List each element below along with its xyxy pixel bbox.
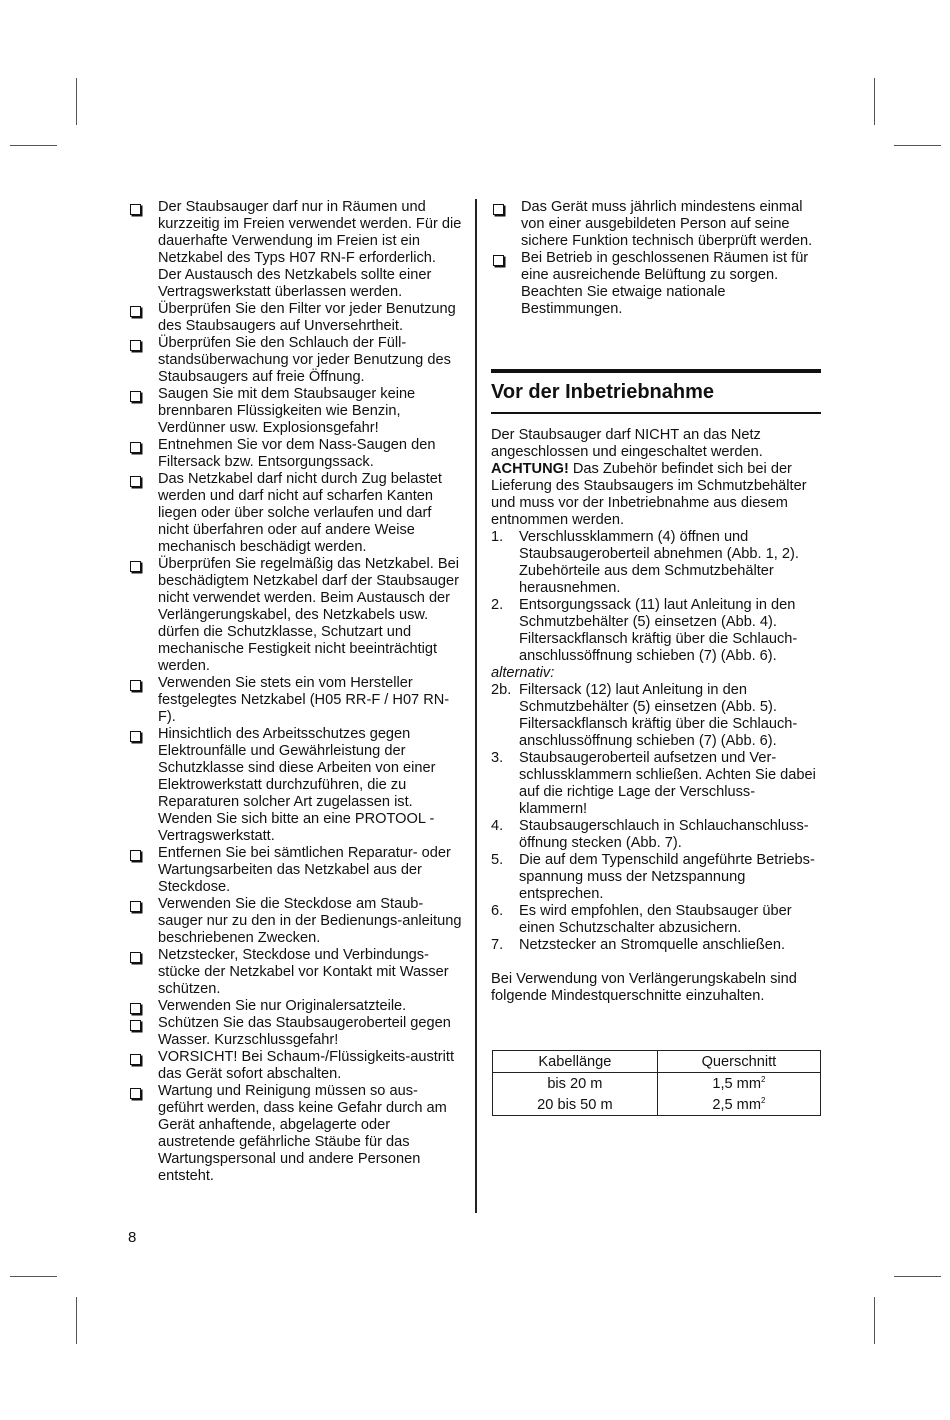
checkbox-icon (130, 680, 141, 691)
list-item (128, 437, 462, 471)
checkbox-icon (130, 731, 141, 742)
list-item (128, 1083, 462, 1185)
list-item (128, 471, 462, 556)
checkbox-icon (130, 1003, 141, 1014)
list-item (128, 386, 462, 437)
list-item (128, 845, 462, 896)
step-text: Es wird empfohlen, den Staubsauger über einen Schutzschalter abzusichern. (519, 903, 792, 936)
step-number: 1. (491, 529, 504, 545)
checkbox-icon (130, 391, 141, 402)
list-item-text: Das Netzkabel darf nicht durch Zug belastet werden und darf nicht auf scharfen Kanten liegen oder über solche verlaufen und darf nicht überfahren oder auf andere Weise mechanisch beschädigt werden. (158, 471, 442, 555)
checkbox-icon (130, 952, 141, 963)
heading-rule-bottom (491, 412, 821, 414)
page-number: 8 (128, 1229, 137, 1246)
checkbox-icon (130, 1054, 141, 1065)
step-text: Staubsaugerschlauch in Schlauchanschluss-öffnung stecken (Abb. 7). (519, 818, 809, 851)
checkbox-icon (130, 204, 141, 215)
step-item (491, 529, 821, 597)
list-item-text: Verwenden Sie stets ein vom Hersteller festgelegtes Netzkabel (H05 RR-F / H07 RN-F). (158, 675, 450, 725)
warning-label: ACHTUNG! (491, 461, 569, 477)
step-text: Verschlussklammern (4) öffnen und Staubsaugeroberteil abnehmen (Abb. 1, 2). Zubehörteile aus dem Schmutzbehälter herausnehmen. (519, 529, 799, 596)
list-item (128, 947, 462, 998)
crop-mark (894, 1276, 941, 1277)
safety-instructions-list (128, 199, 462, 1185)
crop-mark (10, 145, 57, 146)
crop-mark (874, 78, 875, 125)
list-item-text: VORSICHT! Bei Schaum-/Flüssigkeits-austritt das Gerät sofort abschalten. (158, 1049, 455, 1082)
checkbox-icon (130, 850, 141, 861)
crop-mark (76, 1297, 77, 1344)
step-item (491, 597, 821, 665)
list-item (128, 199, 462, 301)
list-item-text: Verwenden Sie nur Originalersatzteile. (158, 998, 407, 1014)
step-number: 6. (491, 903, 504, 919)
checkbox-icon (130, 901, 141, 912)
table-header-row (493, 1051, 821, 1073)
column-divider (475, 199, 477, 1213)
list-item-text: Das Gerät muss jährlich mindestens einmal von einer ausgebildeten Person auf seine sichere Funktion technisch überprüft werden. (521, 199, 813, 249)
step-item (491, 750, 821, 818)
list-item (128, 896, 462, 947)
list-item-text: Wartung und Reinigung müssen so aus-geführt werden, dass keine Gefahr durch am Gerät anhaftende, abgelagerte oder austretende gefährliche Stäube für das Wartungspersonal und andere Personen entsteht. (158, 1083, 447, 1184)
crop-mark (10, 1276, 57, 1277)
list-item-text: Schützen Sie das Staubsaugeroberteil gegen Wasser. Kurzschlussgefahr! (158, 1015, 451, 1048)
checkbox-icon (130, 442, 141, 453)
crop-mark (76, 78, 77, 125)
list-item (128, 1049, 462, 1083)
list-item (491, 199, 821, 250)
step-text: Netzstecker an Stromquelle anschließen. (519, 937, 786, 953)
table-header: Kabellänge (493, 1051, 658, 1073)
step-text: Staubsaugeroberteil aufsetzen und Ver-schlussklammern schließen. Achten Sie dabei auf die richtige Lage der Verschluss-klammern! (519, 750, 816, 817)
list-item (128, 1015, 462, 1049)
table-cell-cross-section: 1,5 $mm^2$ (657, 1073, 820, 1095)
list-item (128, 998, 462, 1015)
left-column (128, 199, 462, 1185)
step-item (491, 852, 821, 903)
crop-mark (874, 1297, 875, 1344)
step-number: 2. (491, 597, 504, 613)
table-cell-cross-section: 2,5 $mm^2$ (657, 1094, 820, 1116)
right-column (491, 199, 821, 318)
table-row (493, 1073, 821, 1095)
list-item-text: Verwenden Sie die Steckdose am Staub-sauger nur zu den in der Bedienungs-anleitung beschriebenen Zwecken. (158, 896, 462, 946)
intro-text: Der Staubsauger darf NICHT an das Netz angeschlossen und eingeschaltet werden. ACHTUNG! Das Zubehör befindet sich bei der Lieferung des Staubsaugers im Schmutzbehälter und muss vor der Inbetriebnahme aus diesem entnommen werden. (491, 427, 807, 528)
extension-cable-note: Bei Verwendung von Verlängerungskabeln sind folgende Mindestquerschnitte einzuhalten. (491, 971, 797, 1004)
step-item (491, 682, 821, 750)
step-item (491, 818, 821, 852)
list-item (128, 726, 462, 845)
maintenance-list (491, 199, 821, 318)
setup-instructions (491, 427, 821, 1005)
list-item-text: Hinsichtlich des Arbeitsschutzes gegen Elektrounfälle und Gewährleistung der Schutzklasse sind diese Arbeiten von einer Elektrowerkstatt durchzuführen, die zu Reparaturen solcher Art zugelassen ist. Wenden Sie sich bitte an eine PROTOOL - Vertragswerkstatt. (158, 726, 436, 844)
list-item-text: Überprüfen Sie regelmäßig das Netzkabel. Bei beschädigtem Netzkabel darf der Staubsauger nicht verwendet werden. Beim Austausch der Verlängerungskabel, des Netzkabels usw. dürfen die Schutzklasse, Schutzart und mechanische Festigkeit nicht beeinträchtigt werden. (158, 556, 459, 674)
checkbox-icon (130, 340, 141, 351)
table-cell-length: 20 bis 50 m (493, 1094, 658, 1116)
step-item (491, 937, 821, 954)
step-number: 7. (491, 937, 504, 953)
list-item-text: Überprüfen Sie den Schlauch der Füll-standsüberwachung vor jeder Benutzung des Staubsaugers auf freie Öffnung. (158, 335, 451, 385)
list-item (128, 675, 462, 726)
checkbox-icon (130, 1088, 141, 1099)
alternativ-label: alternativ: (491, 665, 555, 681)
crop-mark (894, 145, 941, 146)
list-item-text: Der Staubsauger darf nur in Räumen und kurzzeitig im Freien verwendet werden. Für die dauerhafte Verwendung im Freien ist ein Netzkabel des Typs H07 RN-F erforderlich. Der Austausch des Netzkabels sollte einer Vertragswerkstatt überlassen werden. (158, 199, 462, 300)
checkbox-icon (493, 255, 504, 266)
cable-table (492, 1050, 821, 1116)
checkbox-icon (130, 306, 141, 317)
step-item (491, 903, 821, 937)
step-number: 5. (491, 852, 504, 868)
list-item-text: Bei Betrieb in geschlossenen Räumen ist für eine ausreichende Belüftung zu sorgen. Beachten Sie etwaige nationale Bestimmungen. (521, 250, 809, 317)
step-text: Filtersack (12) laut Anleitung in den Schmutzbehälter (5) einsetzen (Abb. 5). Filtersackflansch kräftig über die Schlauch-anschlussöffnung schieben (7) (Abb. 6). (519, 682, 798, 749)
list-item-text: Überprüfen Sie den Filter vor jeder Benutzung des Staubsaugers auf Unversehrtheit. (158, 301, 456, 334)
list-item-text: Entfernen Sie bei sämtlichen Reparatur- oder Wartungsarbeiten das Netzkabel aus der Steckdose. (158, 845, 451, 895)
table-row (493, 1094, 821, 1116)
list-item-text: Netzstecker, Steckdose und Verbindungs-stücke der Netzkabel vor Kontakt mit Wasser schützen. (158, 947, 449, 997)
step-text: Die auf dem Typenschild angeführte Betriebs-spannung muss der Netzspannung entsprechen. (519, 852, 815, 902)
list-item (128, 335, 462, 386)
heading-title: Vor der Inbetriebnahme (491, 381, 715, 403)
step-number: 2b. (491, 682, 512, 698)
checkbox-icon (130, 561, 141, 572)
step-text: Entsorgungssack (11) laut Anleitung in den Schmutzbehälter (5) einsetzen (Abb. 4). Filtersackflansch kräftig über die Schlauch-anschlussöffnung schieben (7) (Abb. 6). (519, 597, 798, 664)
list-item-text: Entnehmen Sie vor dem Nass-Saugen den Filtersack bzw. Entsorgungssack. (158, 437, 436, 470)
section-heading (491, 369, 821, 414)
warning-text: Das Zubehör befindet sich bei der Lieferung des Staubsaugers im Schmutzbehälter und muss vor der Inbetriebnahme aus diesem entnommen werden. (491, 461, 807, 528)
list-item-text: Saugen Sie mit dem Staubsauger keine brennbaren Flüssigkeiten wie Benzin, Verdünner usw. Explosionsgefahr! (158, 386, 416, 436)
list-item (128, 556, 462, 675)
list-item (128, 301, 462, 335)
step-number: 3. (491, 750, 504, 766)
table-cell-length: bis 20 m (493, 1073, 658, 1095)
step-number: 4. (491, 818, 504, 834)
checkbox-icon (130, 476, 141, 487)
checkbox-icon (493, 204, 504, 215)
table-header: Querschnitt (657, 1051, 820, 1073)
list-item (491, 250, 821, 318)
checkbox-icon (130, 1020, 141, 1031)
